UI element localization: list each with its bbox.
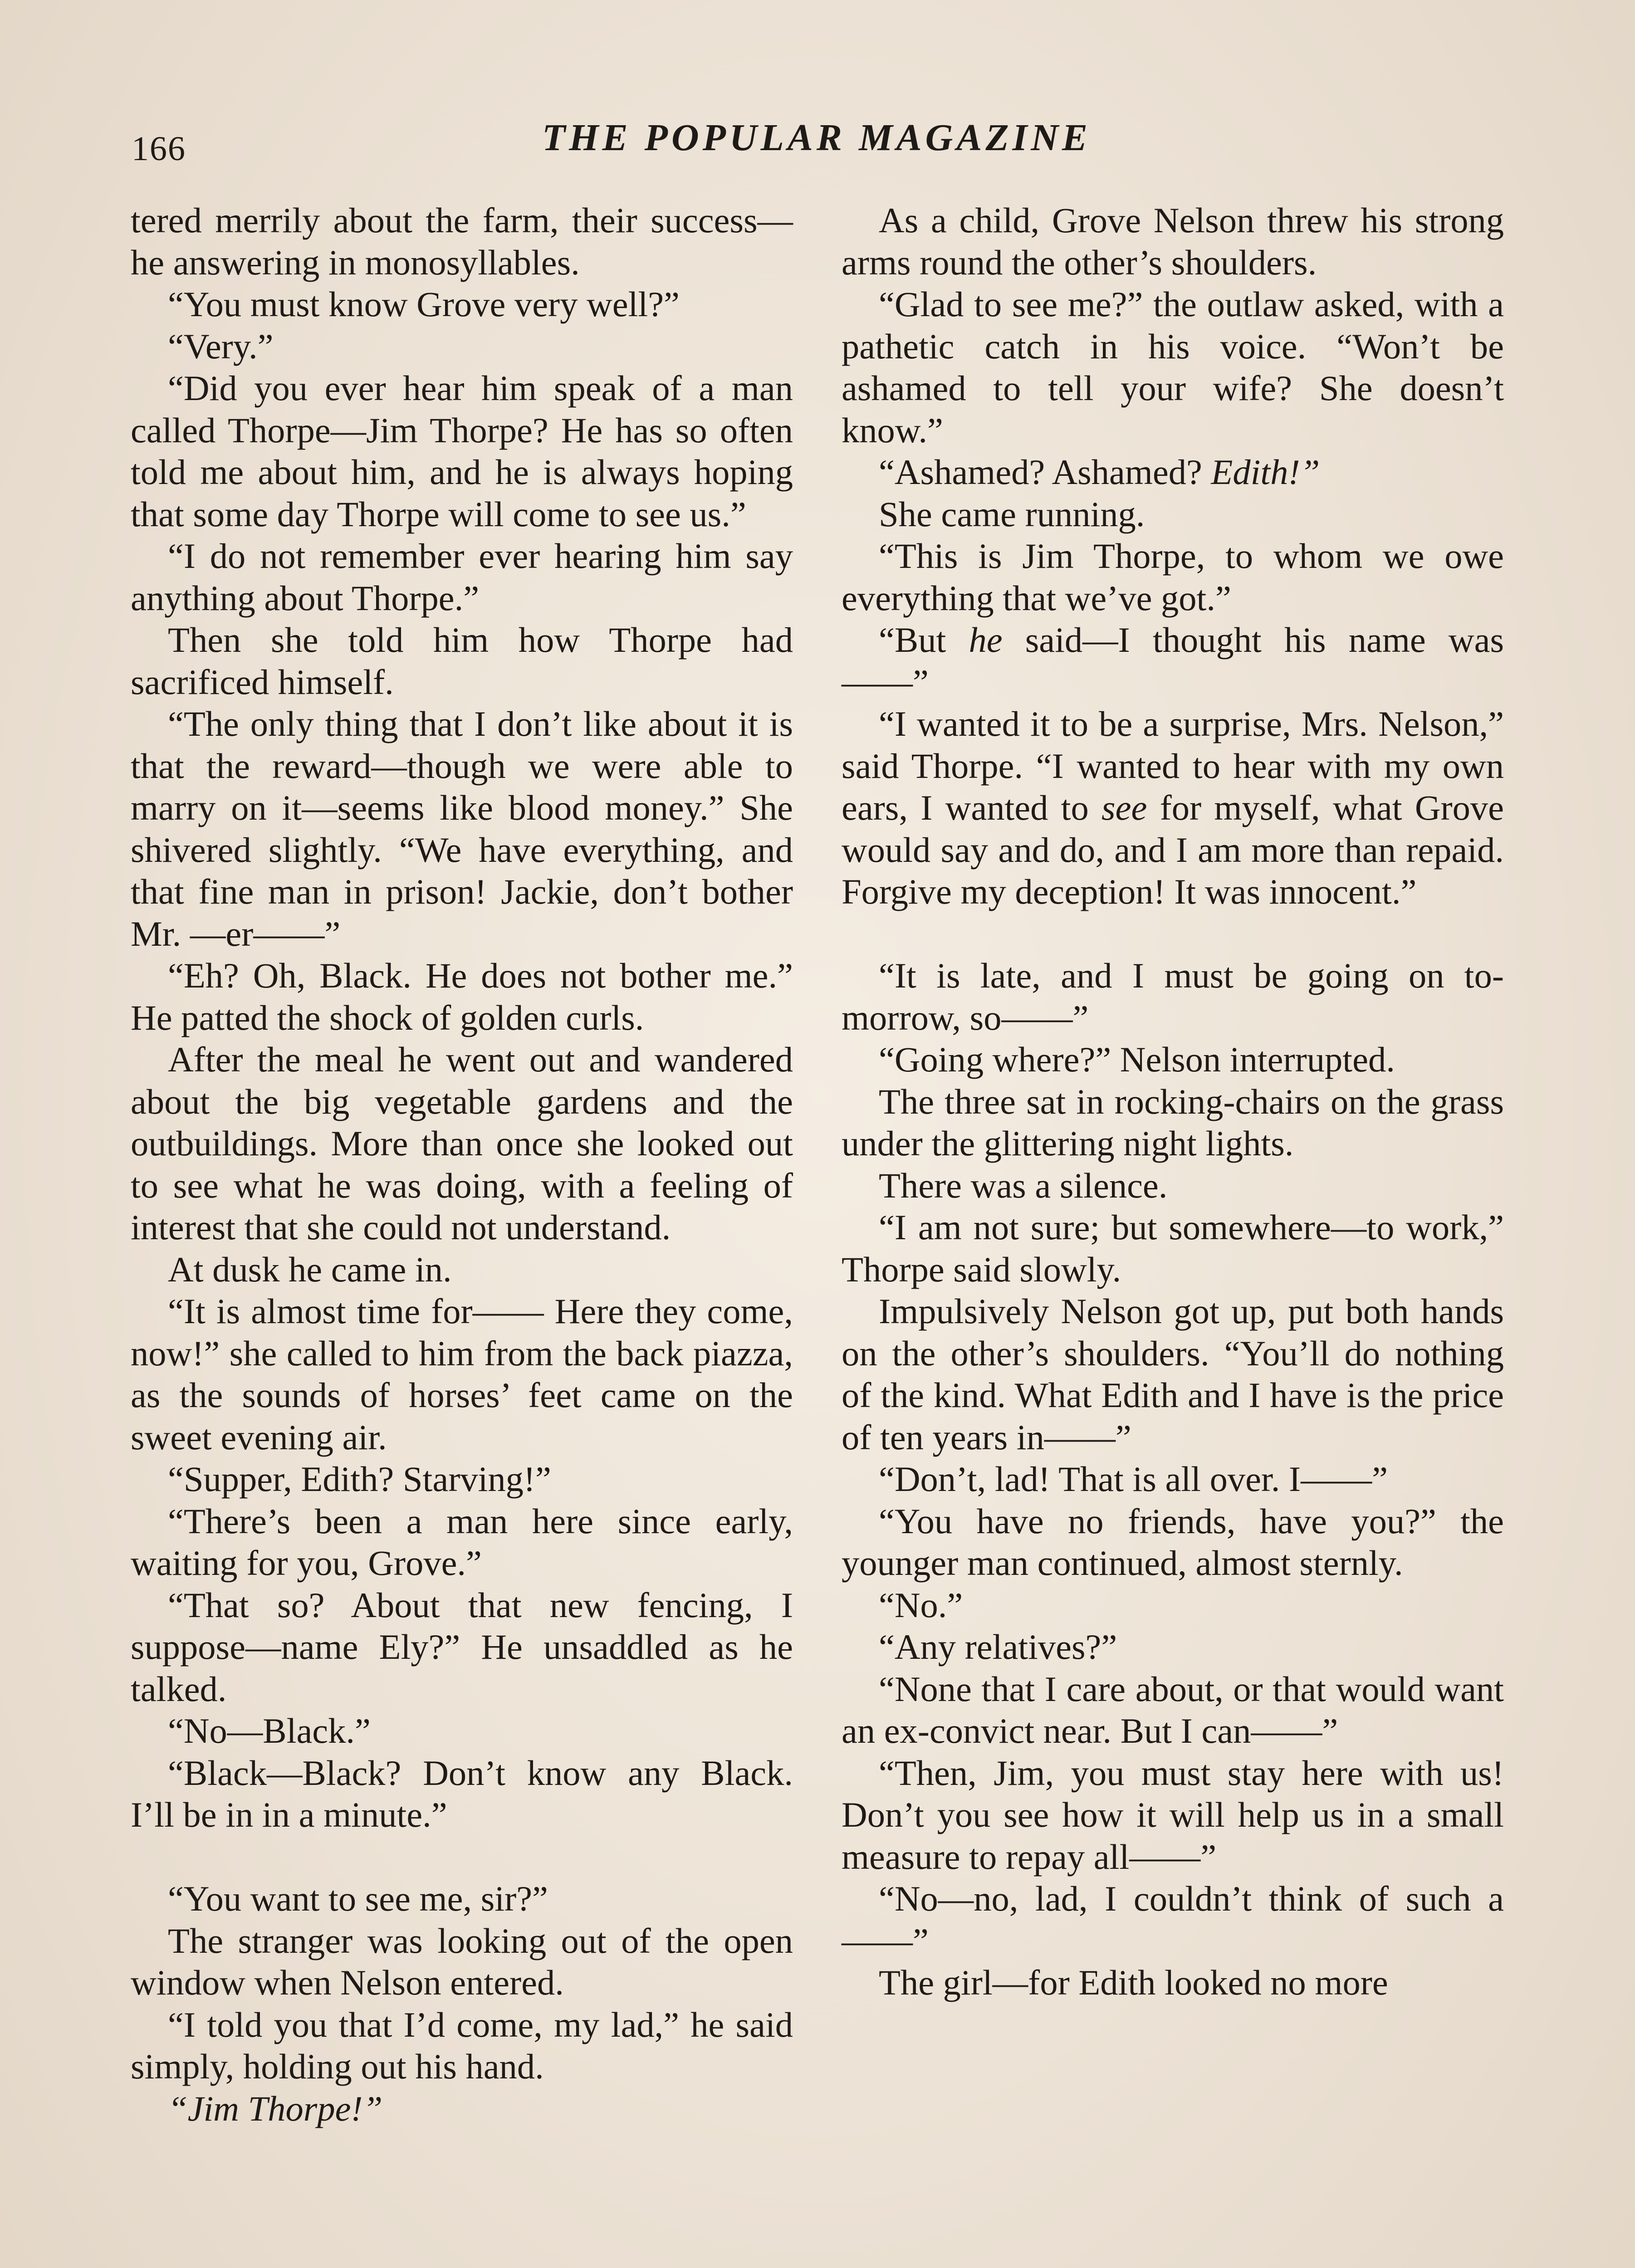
paragraph: At dusk he came in. bbox=[168, 1249, 452, 1289]
paragraph: “There’s been a man here since early, waiting for you, Grove.” bbox=[131, 1501, 793, 1583]
paragraph: “You must know Grove very well?” bbox=[168, 284, 680, 324]
paragraph: After the meal he went out and wandered about the big vegetable gardens and the outbuildings. More than once she looked out to see what he was doing, with a feeling of interest that she could not understand. bbox=[131, 1040, 793, 1247]
paragraph: The stranger was looking out of the open window when Nelson entered. bbox=[131, 1921, 793, 2002]
paragraph: “Supper, Edith? Starving!” bbox=[168, 1459, 551, 1499]
paragraph: “None that I care about, or that would want an ex-convict near. But I can——” bbox=[842, 1669, 1504, 1750]
paragraph: “Very.” bbox=[168, 326, 274, 366]
paragraph: The girl—for Edith looked no more bbox=[879, 1963, 1388, 2002]
paragraph: “Jim Thorpe!” bbox=[168, 2088, 383, 2128]
paragraph: “It is late, and I must be going on to-morrow, so——” bbox=[842, 956, 1504, 1037]
paragraph: “You want to see me, sir?” bbox=[168, 1879, 548, 1918]
paragraph: “It is almost time for—— Here they come, now!” she called to him from the back piazza, as the sounds of horses’ feet came on the sweet evening air. bbox=[131, 1291, 793, 1457]
running-title: THE POPULAR MAGAZINE bbox=[542, 117, 1092, 159]
paragraph: As a child, Grove Nelson threw his strong arms round the other’s shoulders. bbox=[842, 200, 1504, 282]
paragraph: “I am not sure; but somewhere—to work,” Thorpe said slowly. bbox=[842, 1207, 1504, 1289]
paragraph: “This is Jim Thorpe, to whom we owe everything that we’ve got.” bbox=[842, 536, 1504, 618]
paragraph: “No.” bbox=[879, 1585, 963, 1625]
paragraph: “I wanted it to be a surprise, Mrs. Nelson,” said Thorpe. “I wanted to hear with my own ears, I wanted to see for myself, what Grove would say and do, and I am more than repaid. Forgive my deception! It was innocent.” bbox=[842, 704, 1504, 911]
paragraph: tered merrily about the farm, their success—he answering in monosyllables. bbox=[131, 200, 793, 282]
paragraph: “Eh? Oh, Black. He does not bother me.” He patted the shock of golden curls. bbox=[131, 956, 793, 1037]
emphasis: see bbox=[1101, 788, 1147, 827]
emphasis: Edith!” bbox=[1211, 452, 1320, 492]
paragraph: “But he said—I thought his name was——” bbox=[842, 620, 1504, 702]
paragraph: “Don’t, lad! That is all over. I——” bbox=[879, 1459, 1388, 1499]
paragraph: “Ashamed? Ashamed? Edith!” bbox=[879, 452, 1320, 492]
paragraph: There was a silence. bbox=[879, 1165, 1168, 1205]
paragraph: “Did you ever hear him speak of a man called Thorpe—Jim Thorpe? He has so often told me about him, and he is always hoping that some day Thorpe will come to see us.” bbox=[131, 368, 793, 534]
page-number: 166 bbox=[132, 130, 186, 168]
paragraph: “Glad to see me?” the outlaw asked, with a pathetic catch in his voice. “Won’t be ashamed to tell your wife? She doesn’t know.” bbox=[842, 284, 1504, 450]
paragraph: “Going where?” Nelson interrupted. bbox=[879, 1040, 1395, 1079]
right-text-column bbox=[842, 200, 1504, 2004]
paragraph: Impulsively Nelson got up, put both hands on the other’s shoulders. “You’ll do nothing of the kind. What Edith and I have is the price of ten years in——” bbox=[842, 1291, 1504, 1457]
paragraph: “That so? About that new fencing, I suppose—name Ely?” He unsaddled as he talked. bbox=[131, 1585, 793, 1709]
paragraph: “I do not remember ever hearing him say anything about Thorpe.” bbox=[131, 536, 793, 618]
page-header bbox=[132, 116, 1502, 166]
paragraph: “Any relatives?” bbox=[879, 1627, 1117, 1667]
paragraph: She came running. bbox=[879, 494, 1145, 534]
paragraph: “No—no, lad, I couldn’t think of such a——” bbox=[842, 1879, 1504, 1960]
left-text-column bbox=[131, 200, 793, 2130]
paragraph: The three sat in rocking-chairs on the grass under the glittering night lights. bbox=[842, 1081, 1504, 1163]
paragraph: “Black—Black? Don’t know any Black. I’ll be in in a minute.” bbox=[131, 1753, 793, 1834]
paragraph: Then she told him how Thorpe had sacrificed himself. bbox=[131, 620, 793, 702]
paragraph: “The only thing that I don’t like about it is that the reward—though we were able to marry on it—seems like blood money.” She shivered slightly. “We have everything, and that fine man in prison! Jackie, don’t bother Mr. —er——” bbox=[131, 704, 793, 953]
paragraph: “You have no friends, have you?” the younger man continued, almost sternly. bbox=[842, 1501, 1504, 1583]
paragraph: “Then, Jim, you must stay here with us! Don’t you see how it will help us in a small measure to repay all——” bbox=[842, 1753, 1504, 1877]
paragraph: “I told you that I’d come, my lad,” he said simply, holding out his hand. bbox=[131, 2004, 793, 2086]
paragraph: “No—Black.” bbox=[168, 1711, 371, 1750]
emphasis: he bbox=[969, 620, 1003, 660]
